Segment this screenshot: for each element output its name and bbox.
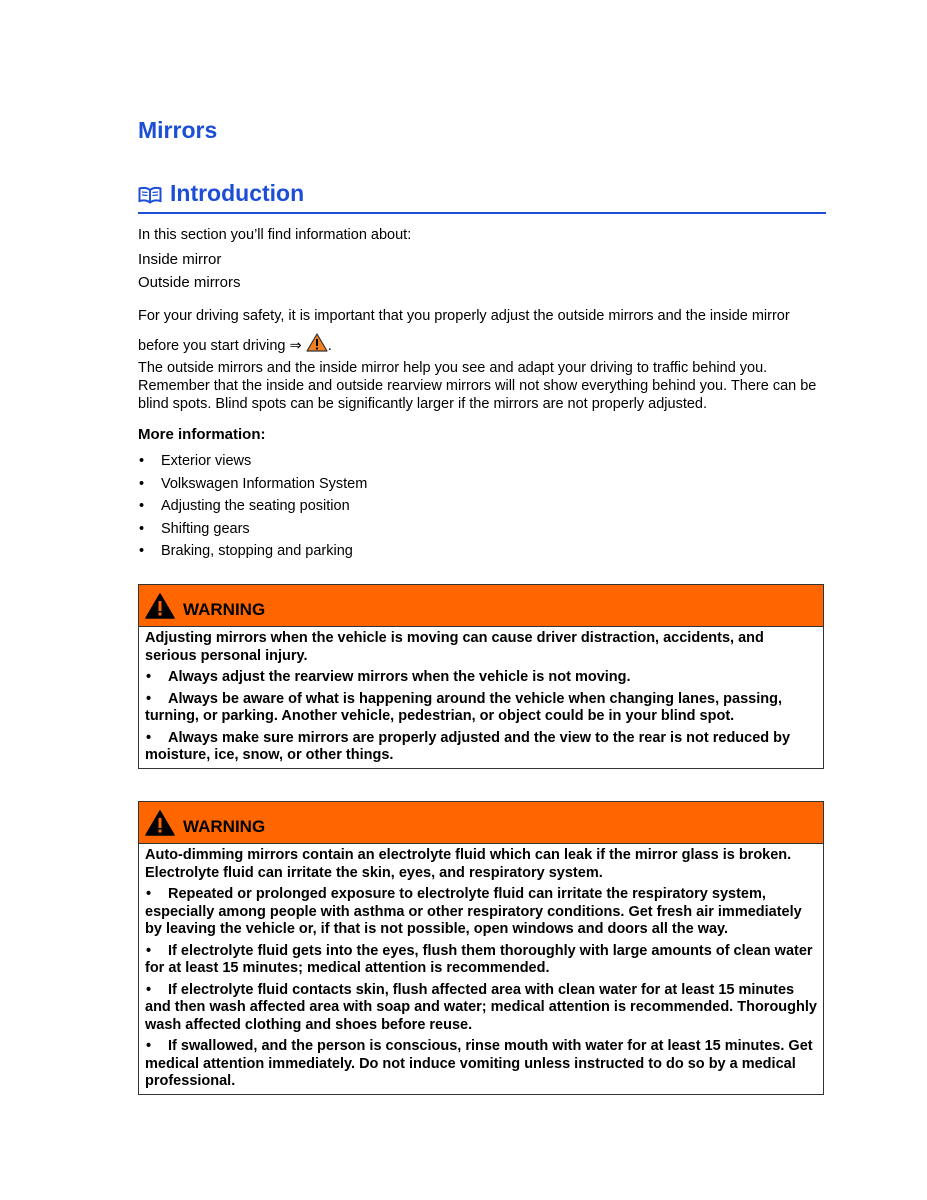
link-information-system[interactable]: Volkswagen Information System bbox=[161, 475, 368, 492]
warning-header bbox=[139, 802, 823, 844]
safety-paragraph-line1: For your driving safety, it is important that you properly adjust the outside mirrors and the inside mirror bbox=[138, 308, 790, 324]
list-item[interactable]: • Volkswagen Information System bbox=[138, 475, 367, 498]
warning-item: • If electrolyte fluid gets into the eyes, flush them thoroughly with large amounts of clean water for at least 15 minutes; medical attention is recommended. bbox=[145, 942, 813, 976]
list-item[interactable]: • Adjusting the seating position bbox=[138, 497, 367, 520]
list-item[interactable]: • Braking, stopping and parking bbox=[138, 542, 367, 565]
warning-item: • Always adjust the rearview mirrors when the vehicle is not moving. bbox=[146, 669, 631, 685]
safety-paragraph-line2: before you start driving ⇒ bbox=[138, 338, 302, 354]
warning-item: • Always make sure mirrors are properly adjusted and the view to the rear is not reduced by moisture, ice, snow, or other things. bbox=[145, 729, 791, 763]
warning-header bbox=[139, 585, 823, 627]
safety-paragraph-end: . bbox=[327, 338, 332, 354]
intro-text: In this section you’ll find information about: bbox=[138, 227, 412, 243]
warning-item: • Repeated or prolonged exposure to electrolyte fluid can irritate the respiratory system, especially among people with asthma or other respiratory conditions. Get fresh air immediately by leaving the vehicle or, if that is not possible, open windows and doors all the way. bbox=[145, 886, 802, 937]
warning-label: WARNING bbox=[183, 600, 266, 619]
warning-item: • Always be aware of what is happening around the vehicle when changing lanes, passing, turning, or parking. Another vehicle, pedestrian, or object could be in your blind spot. bbox=[145, 690, 782, 724]
warning-intro: Adjusting mirrors when the vehicle is moving can cause driver distraction, accidents, and serious personal injury. bbox=[145, 630, 764, 664]
topic-outside-mirrors[interactable]: Outside mirrors bbox=[138, 274, 241, 291]
list-item[interactable]: • Shifting gears bbox=[138, 520, 367, 543]
more-information-heading: More information: bbox=[138, 426, 266, 443]
warning-box-mirror-adjustment bbox=[138, 584, 824, 769]
list-item[interactable]: • Exterior views bbox=[138, 452, 367, 475]
page-title: Mirrors bbox=[138, 117, 218, 143]
warning-intro: Auto-dimming mirrors contain an electrolyte fluid which can leak if the mirror glass is broken. Electrolyte fluid can irritate the skin, eyes, and respiratory system. bbox=[145, 847, 792, 881]
warning-box-electrolyte-fluid bbox=[138, 801, 824, 1095]
warning-item: • If electrolyte fluid contacts skin, flush affected area with clean water for at least 15 minutes and then wash affected area with soap and water; medical attention is recommended. Thoroughly wash affected clothing and shoes before reuse. bbox=[145, 981, 817, 1033]
safety-paragraph bbox=[138, 307, 828, 355]
link-shifting-gears[interactable]: Shifting gears bbox=[161, 520, 250, 537]
link-braking-stopping-parking[interactable]: Braking, stopping and parking bbox=[161, 543, 353, 559]
warning-label: WARNING bbox=[183, 817, 266, 836]
topic-inside-mirror[interactable]: Inside mirror bbox=[138, 251, 222, 268]
warning-item: • If swallowed, and the person is conscious, rinse mouth with water for at least 15 minutes. Get medical attention immediately. Do not induce vomiting unless instructed to do so by a medical professional. bbox=[145, 1038, 813, 1089]
blind-spot-paragraph: The outside mirrors and the inside mirror help you see and adapt your driving to traffic behind you. Remember that the inside and outside rearview mirrors will not show everything behind you. There can be blind spots. Blind spots can be significantly larger if the mirrors are not properly adjusted. bbox=[138, 360, 817, 412]
warning-triangle-icon bbox=[145, 810, 175, 836]
book-icon bbox=[138, 186, 162, 204]
more-information-list bbox=[138, 452, 367, 565]
warning-reference-icon[interactable] bbox=[306, 333, 328, 352]
link-exterior-views[interactable]: Exterior views bbox=[161, 453, 252, 469]
warning-triangle-icon bbox=[145, 593, 175, 619]
section-heading bbox=[138, 180, 826, 214]
warning-body bbox=[139, 627, 823, 768]
section-heading-text: Introduction bbox=[170, 180, 305, 206]
link-seating-position[interactable]: Adjusting the seating position bbox=[161, 498, 350, 514]
warning-body bbox=[139, 844, 823, 1094]
